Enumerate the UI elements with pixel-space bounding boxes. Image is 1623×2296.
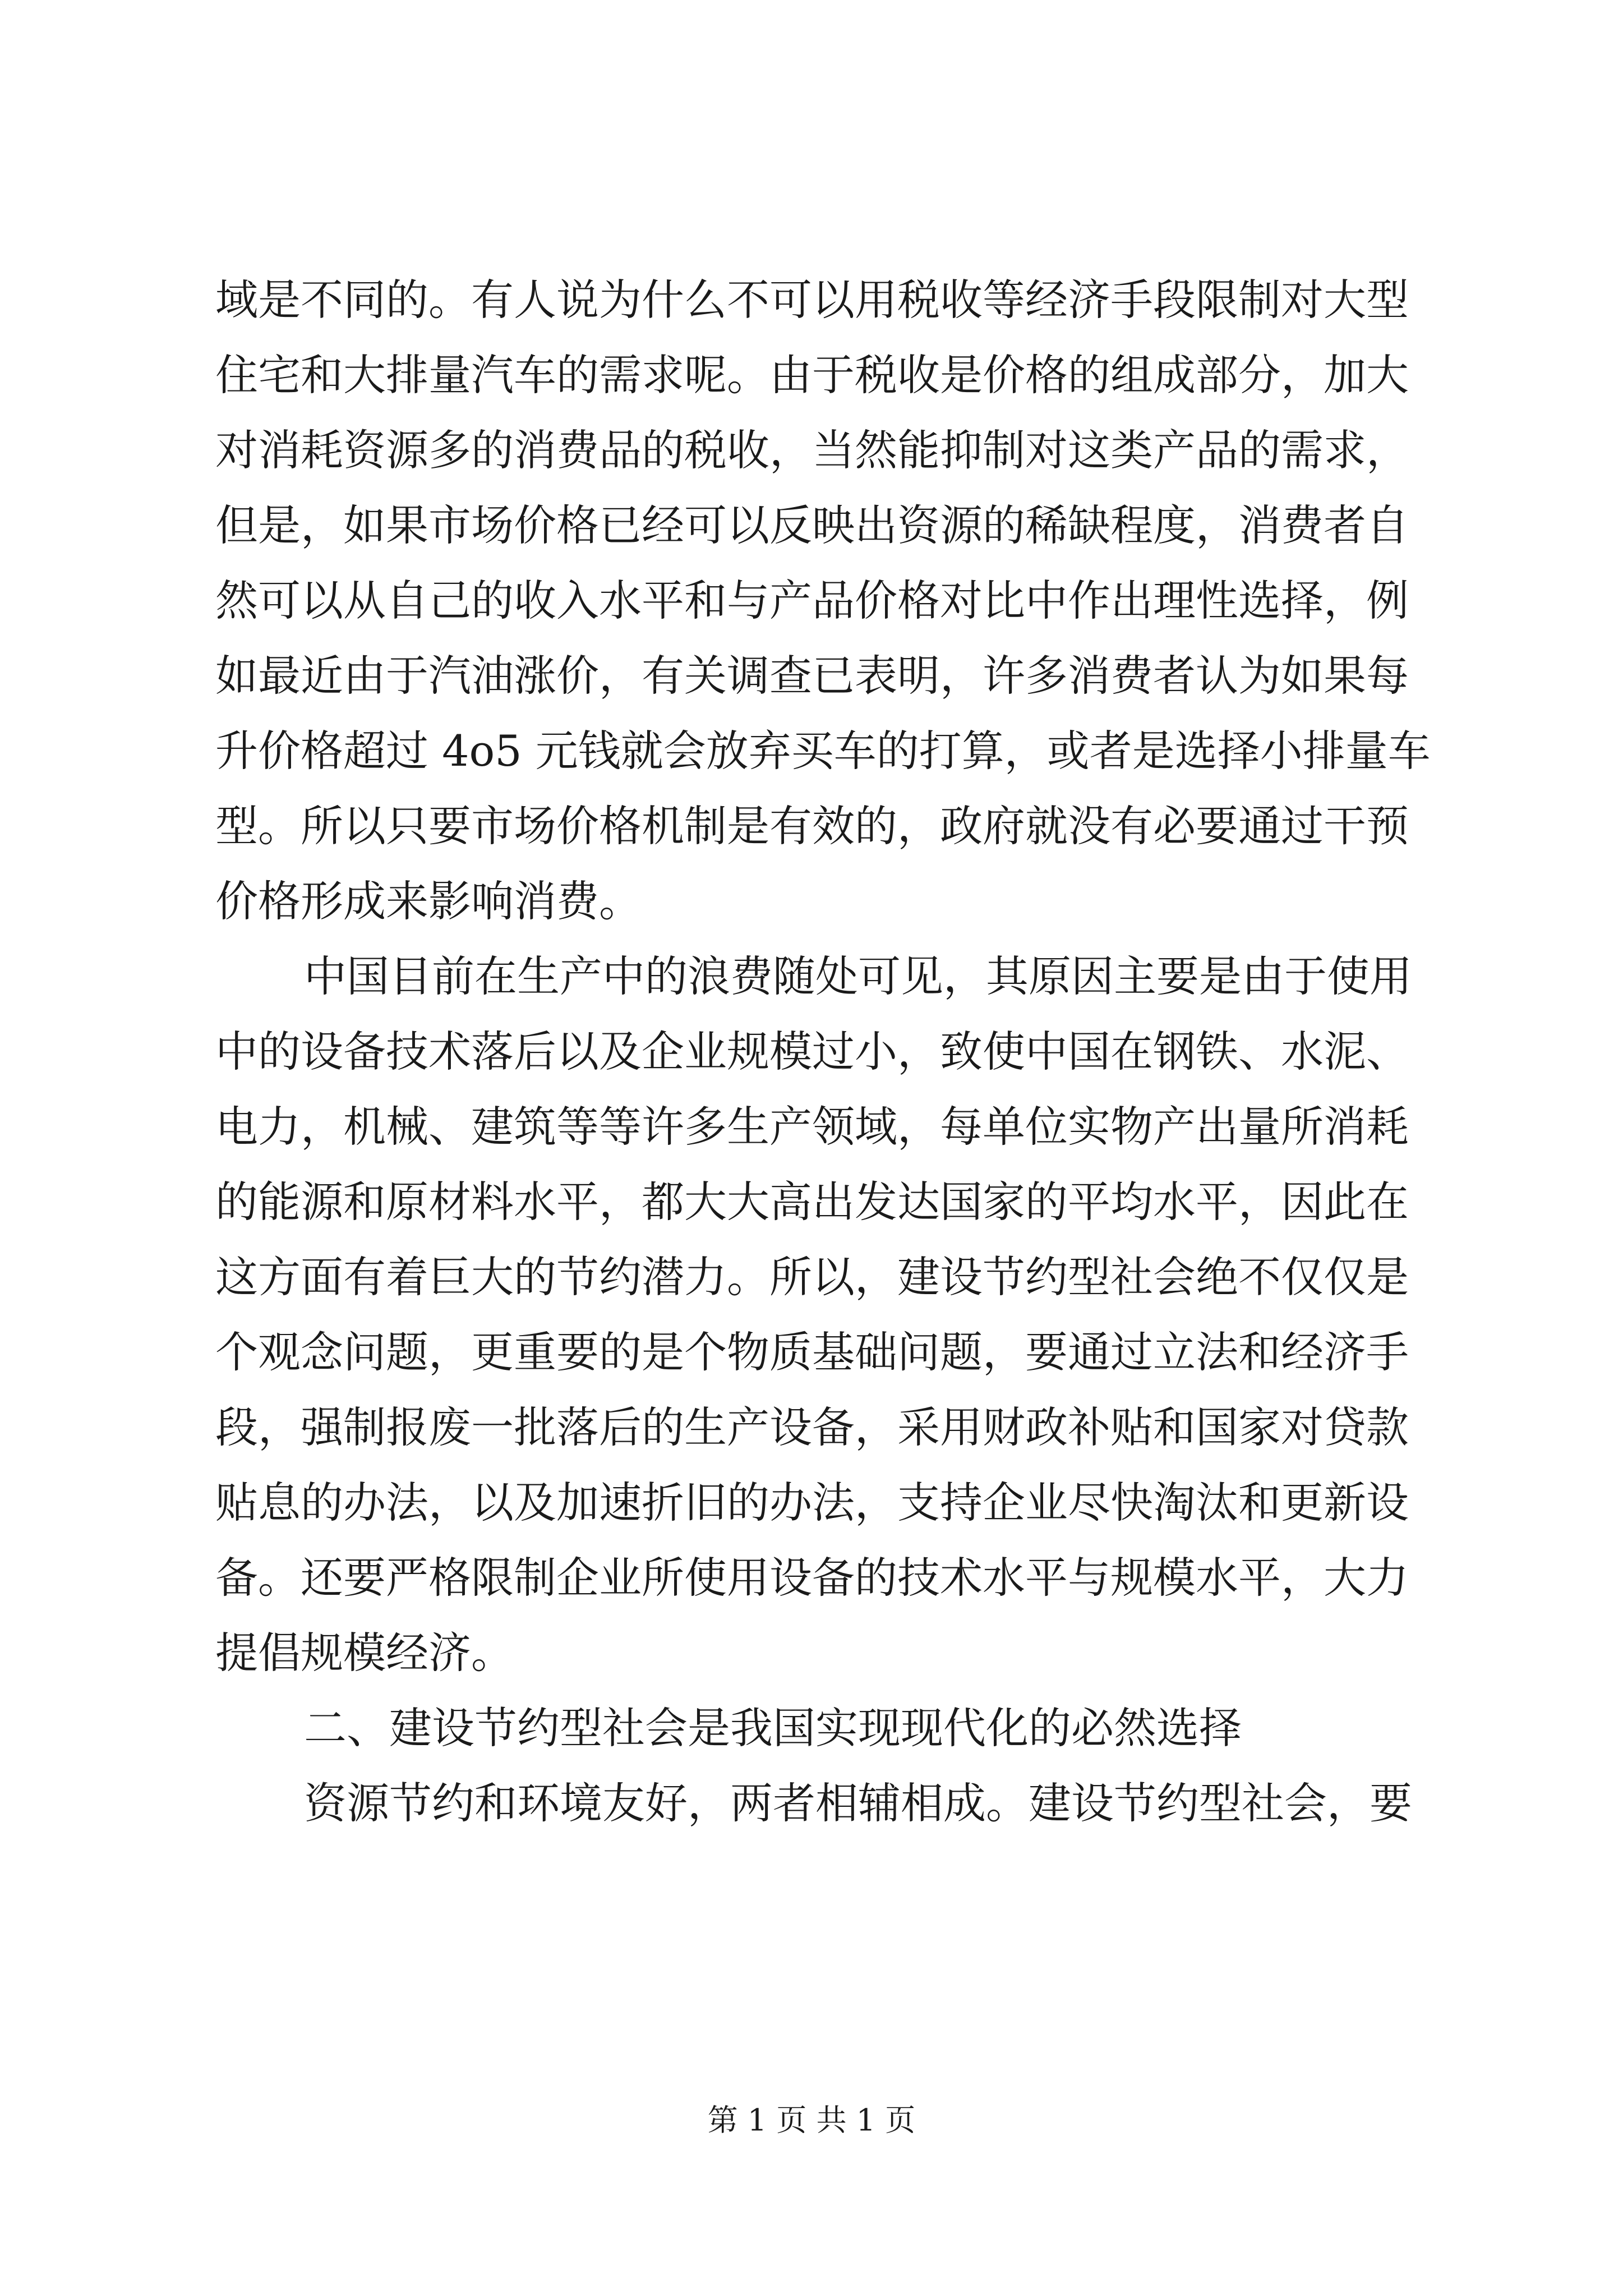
paragraph-line: 这方面有着巨大的节约潜力。所以，建设节约型社会绝不仅仅是 [215, 1252, 1409, 1302]
paragraph-line: 贴息的办法，以及加速折旧的办法，支持企业尽快淘汰和更新设 [215, 1478, 1409, 1527]
paragraph-line: 的能源和原材料水平，都大大高出发达国家的平均水平，因此在 [215, 1177, 1409, 1227]
section-heading: 二、建设节约型社会是我国实现现代化的必然选择 [304, 1703, 1242, 1753]
paragraph-line: 然可以从自己的收入水平和与产品价格对比中作出理性选择，例 [215, 576, 1409, 625]
paragraph-line: 提倡规模经济。 [215, 1628, 514, 1678]
paragraph-line: 价格形成来影响消费。 [215, 876, 642, 926]
paragraph-line: 备。还要严格限制企业所使用设备的技术水平与规模水平，大力 [215, 1553, 1409, 1603]
page-footer: 第 1 页 共 1 页 [707, 2102, 916, 2138]
paragraph-line: 住宅和大排量汽车的需求呢。由于税收是价格的组成部分，加大 [215, 350, 1409, 400]
paragraph-line: 中的设备技术落后以及企业规模过小，致使中国在钢铁、水泥、 [215, 1027, 1409, 1076]
paragraph-line: 域是不同的。有人说为什么不可以用税收等经济手段限制对大型 [215, 275, 1409, 325]
paragraph-first-line: 资源节约和环境友好，两者相辅相成。建设节约型社会，要 [304, 1778, 1412, 1828]
paragraph-line: 但是，如果市场价格已经可以反映出资源的稀缺程度，消费者自 [215, 500, 1409, 550]
paragraph-first-line: 中国目前在生产中的浪费随处可见，其原因主要是由于使用 [304, 951, 1412, 1001]
paragraph-line: 型。所以只要市场价格机制是有效的，政府就没有必要通过干预 [215, 801, 1409, 851]
paragraph-line: 对消耗资源多的消费品的税收，当然能抑制对这类产品的需求， [215, 425, 1409, 475]
document-body [215, 263, 1438, 1841]
paragraph-line: 段，强制报废一批落后的生产设备，采用财政补贴和国家对贷款 [215, 1402, 1409, 1452]
paragraph-line: 升价格超过 4o5 元钱就会放弃买车的打算，或者是选择小排量车 [215, 726, 1431, 776]
paragraph-line: 个观念问题，更重要的是个物质基础问题，要通过立法和经济手 [215, 1327, 1409, 1377]
paragraph-line: 电力，机械、建筑等等许多生产领域，每单位实物产出量所消耗 [215, 1102, 1409, 1152]
paragraph-line: 如最近由于汽油涨价，有关调查已表明，许多消费者认为如果每 [215, 651, 1409, 701]
